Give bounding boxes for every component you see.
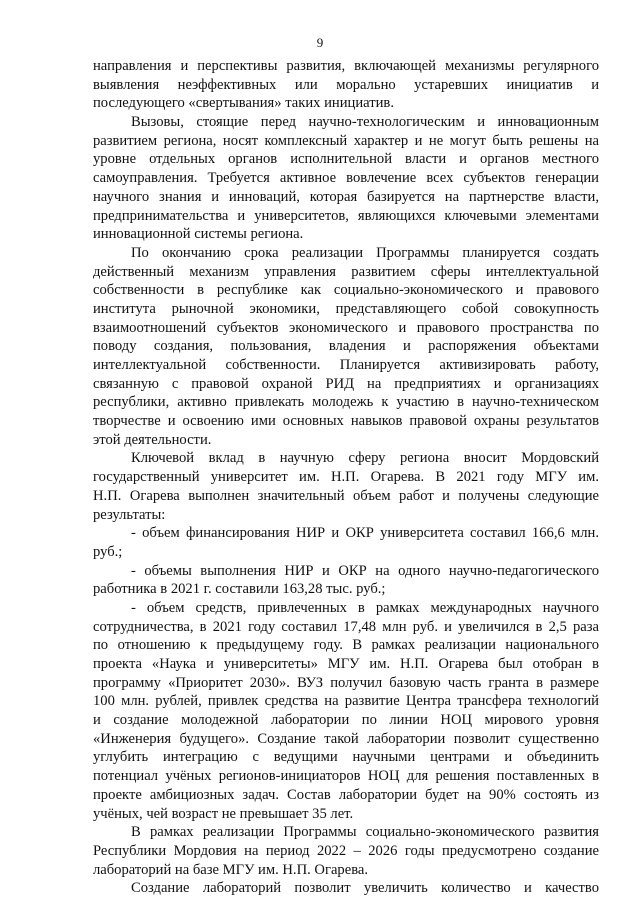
text-line: учёных, чей возраст не превышает 35 лет. [93,805,354,822]
text-line: по отношению к предыдущему году. В рамках реализации национального [93,637,599,654]
text-line: лабораторий на базе МГУ им. Н.П. Огарева. [93,861,369,878]
text-line: творчестве и освоению ими основных навыков правовой охраны результатов [93,413,599,430]
text-line: сотрудничества, в 2021 году составил 17,48 млн руб. и увеличился в 2,5 раза [93,618,599,635]
text-line: научного знания и инноваций, которая базируется на партнерстве власти, [93,188,599,205]
text-line: - объемы выполнения НИР и ОКР на одного научно-педагогического [131,562,599,579]
text-line: уровне отдельных органов исполнительной власти и органов местного [93,151,599,168]
text-line: направления и перспективы развития, включающей механизмы регулярного [93,58,599,74]
text-line: «Инженерия будущего». Создание такой лаборатории позволит существенно [93,730,599,747]
text-line: действенный механизм управления развитием сферы интеллектуальной [93,263,599,280]
text-line: Вызовы, стоящие перед научно-технологическим и инновационным [131,114,599,131]
text-line: выявления неэффективных или морально устаревших инициатив и [93,76,599,93]
text-line: 100 млн. рублей, привлек средства на развитие Центра трансфера технологий [93,693,599,710]
text-line: потенциал учёных регионов-инициаторов НОЦ для решения поставленных в [93,768,599,785]
page-number: 9 [316,35,324,50]
text-line: руб.; [93,543,123,560]
text-line: этой деятельности. [93,431,212,448]
text-line: В рамках реализации Программы социально-экономического развития [131,824,599,841]
text-line: Республики Мордовия на период 2022 – 2026 годы предусмотрено создание [93,842,599,859]
text-line: взаимоотношений субъектов экономического и правового пространства по [93,319,599,336]
text-line: государственный университет им. Н.П. Огарева. В 2021 году МГУ им. [93,469,599,486]
text-line: Ключевой вклад в научную сферу региона вносит Мордовский [131,450,599,467]
text-line: республики, активно привлекать молодежь к участию в научно-техническом [93,394,599,411]
text-line: института рыночной экономики, представляющего собой совокупность [93,300,599,317]
text-line: интеллектуальной собственности. Планируется активизировать работу, [93,357,599,373]
text-line: По окончанию срока реализации Программы планируется создать [131,244,599,261]
text-line: работника в 2021 г. составили 163,28 тыс. руб.; [93,581,386,598]
text-line: - объем финансирования НИР и ОКР университета составил 166,6 млн. [131,525,599,542]
text-line: и создание молодежной лаборатории по линии НОЦ мирового уровня [93,712,599,729]
text-line: углубить интеграцию с ведущими научными центрами и объединить [93,749,599,766]
text-line: самоуправления. Требуется активное вовлечение всех субъектов генерации [93,170,599,187]
text-line: последующего «свертывания» таких инициатив. [93,95,394,112]
text-line: результаты: [93,506,166,523]
text-line: - объем средств, привлеченных в рамках международных научного [131,599,599,616]
text-line: предпринимательства и университетов, являющихся ключевыми элементами [93,207,599,224]
text-line: связанную с правовой охраной РИД на предприятиях и организациях [93,375,599,392]
text-line: собственности в республике как социально-экономического и правового [93,282,599,299]
text-line: поводу создания, пользования, владения и распоряжения объектами [93,338,599,355]
text-line: Создание лабораторий позволит увеличить количество и качество [131,880,599,897]
body-text [93,57,599,898]
text-line: проекте амбициозных задач. Состав лаборатории будет на 90% состоять из [93,786,599,803]
text-line: проекта «Наука и университеты» МГУ им. Н.П. Огарева был отобран в [93,656,599,672]
text-line: Н.П. Огарева выполнен значительный объем работ и получены следующие [93,487,599,504]
text-line: развитием региона, носят комплексный характер и не могут быть решены на [93,132,599,149]
text-line: программу «Приоритет 2030». ВУЗ получил базовую часть гранта в размере [93,674,599,691]
text-line: инновационной системы региона. [93,226,304,243]
